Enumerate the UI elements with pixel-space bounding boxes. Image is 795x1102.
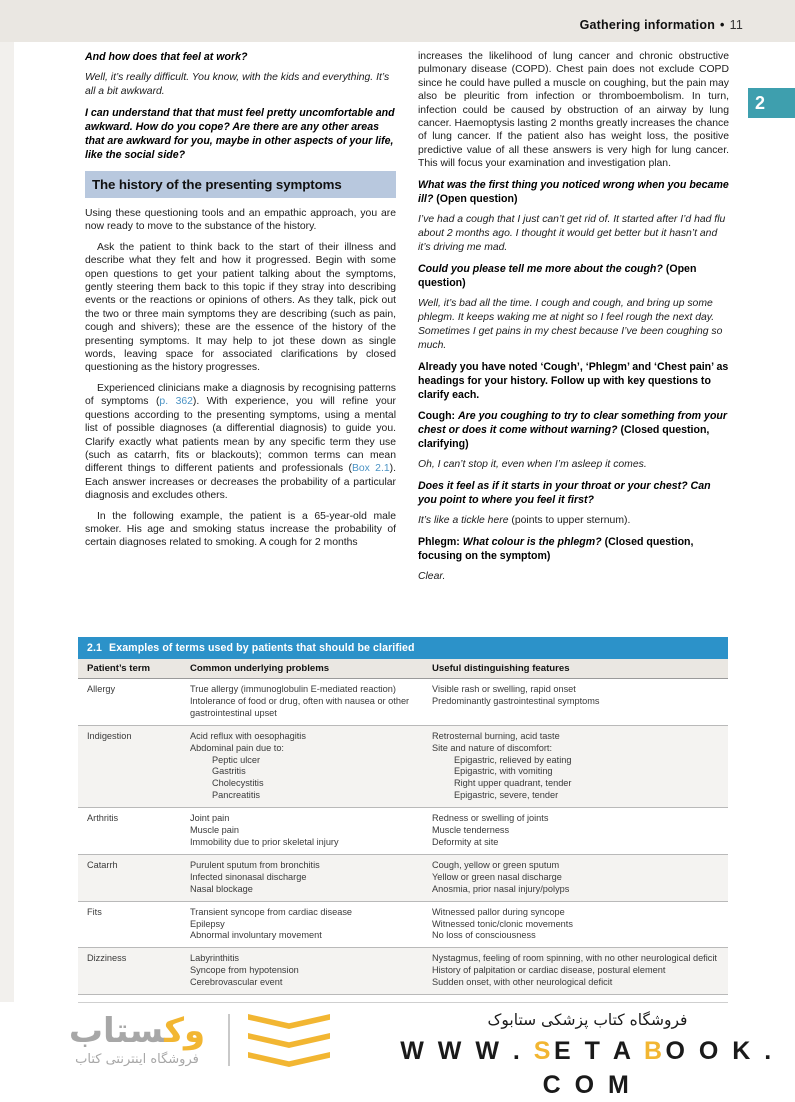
table-row <box>78 901 728 948</box>
symptom-label-phlegm: Phlegm: <box>418 535 463 548</box>
box-title-bar <box>78 637 728 659</box>
cell-line: Acid reflux with oesophagitis <box>190 730 306 741</box>
cell-common-problems <box>181 948 423 995</box>
cell-distinguishing-features <box>423 808 728 855</box>
column-header-patient-term: Patient’s term <box>78 659 181 679</box>
cell-distinguishing-features <box>423 725 728 807</box>
chevron-middle <box>248 1033 330 1048</box>
cell-line: Epilepsy <box>190 918 225 929</box>
column-header-common-problems: Common underlying problems <box>181 659 423 679</box>
question-italic-text: What was the first thing you noticed wrong when you became ill? <box>418 178 729 205</box>
dialogue-question: And how does that feel at work? <box>85 51 248 63</box>
cell-line: True allergy (immunoglobulin E-mediated reaction) <box>190 684 396 694</box>
logo-subtitle: فروشگاه اینترنتی کتاب <box>75 1052 199 1067</box>
table-row <box>78 679 728 726</box>
dialogue-question <box>418 178 729 206</box>
cell-common-problems <box>181 901 423 948</box>
column-header-distinguishing-features: Useful distinguishing features <box>423 659 728 679</box>
table-row <box>78 725 728 807</box>
box-2-1-container <box>78 637 728 1003</box>
dialogue-answer: Well, it’s really difficult. You know, with the kids and everything. It’s all a bit awkward. <box>85 72 390 97</box>
cell-line: Site and nature of discomfort: <box>432 742 553 753</box>
running-head <box>580 18 743 32</box>
cell-sub-item: Pancreatitis <box>212 790 261 801</box>
dialogue-answer <box>418 514 729 528</box>
cell-line: Sudden onset, with other neurological deficit <box>432 977 613 988</box>
paragraph-text-part: ). With experience, you will refine your questions according to the presenting symptoms, using a mental list of possible diagnoses (a differential diagnosis) to guide you. Clarify exactly what patients mean by any specific term they use (such as catarrh, fits or blackouts); common terms can mean different things to different patients and professionals ( <box>85 396 396 475</box>
chapter-thumb-tab <box>748 88 795 118</box>
right-text-column <box>418 50 729 584</box>
question-italic-text: What colour is the phlegm? <box>462 535 602 548</box>
box-title-text: Examples of terms used by patients that should be clarified <box>109 642 415 654</box>
answer-italic-text: Clear. <box>418 570 446 582</box>
dialogue-question: I can understand that that must feel pretty uncomfortable and awkward. How do you cope? Are there are any other areas that are awkward for you, maybe in other aspects of your life, like the social side? <box>85 107 395 161</box>
symptom-label-cough: Cough: <box>418 409 459 422</box>
cell-line: Labyrinthitis <box>190 953 240 964</box>
cell-common-problems <box>181 808 423 855</box>
cell-line: Cough, yellow or green sputum <box>432 859 560 870</box>
cell-patient-term: Fits <box>78 901 181 948</box>
cell-patient-term: Allergy <box>78 679 181 726</box>
left-text-column <box>85 50 396 550</box>
cell-sub-item: Gastritis <box>212 766 246 777</box>
clarification-terms-table <box>78 659 728 995</box>
chapter-number: 2 <box>755 93 766 113</box>
answer-italic-text: I’ve had a cough that I just can’t get rid of. It started after I’d had flu about 2 months ago. I thought it would get better but it hasn’t and it’s driving me mad. <box>418 213 726 253</box>
cell-line: Deformity at site <box>432 836 499 847</box>
page-number: 11 <box>729 18 743 32</box>
question-type-note: (Closed question, clarifying) <box>418 423 710 450</box>
cell-line: History of palpitation or cardiac disease, postural element <box>432 965 666 976</box>
url-part-2: E T A <box>553 1037 644 1065</box>
question-type-note: (Open question) <box>433 192 518 205</box>
chevron-top <box>248 1014 330 1029</box>
cell-line: Abnormal involuntary movement <box>190 930 322 941</box>
url-letter-s: S <box>533 1037 554 1065</box>
running-head-separator: • <box>720 18 725 32</box>
dialogue-answer <box>418 297 729 353</box>
cell-patient-term: Arthritis <box>78 808 181 855</box>
question-type-note: (Open question) <box>418 262 697 289</box>
answer-stage-direction: (points to upper sternum). <box>508 514 631 526</box>
answer-italic-text: Oh, I can’t stop it, even when I’m asleep it comes. <box>418 458 647 470</box>
cell-distinguishing-features <box>423 854 728 901</box>
url-part-1: W W W . <box>400 1037 534 1065</box>
cell-line: Predominantly gastrointestinal symptoms <box>432 695 600 706</box>
cell-line: Yellow or green nasal discharge <box>432 871 562 882</box>
cell-line: Joint pain <box>190 813 230 824</box>
body-paragraph-continuation: increases the likelihood of lung cancer and chronic obstructive pulmonary disease (COPD). Chest pain does not exclude COPD since he could have pulled a muscle on coughing, but the pain may also be pleuritic from infection or thromboembolism. In turn, infection could be caused by obstruction of an airway by lung cancer. Haemoptysis lasting 2 months greatly increases the chance of lung cancer. If the patient also has weight loss, the positive predictive value of all these answers is very high for lung cancer. This will focus your examination and investigation plan. <box>418 51 729 170</box>
body-paragraph: Ask the patient to think back to the start of their illness and describe what they felt and how it progressed. Begin with some open questions to get your patient talking about the symptoms, gently steering them back to this topic if they stray into describing events or the reactions or opinions of others. As they talk, pick out the two or three main symptoms they are describing (such as pain, cough and shivers); these are the essence of the history of the presenting symptoms. It may help to jot these down as single words, leaving space for associated clarifications by closed questioning as the history progresses. <box>85 241 396 374</box>
footer-watermark <box>0 1002 795 1099</box>
cell-sub-item: Right upper quadrant, tender <box>454 778 572 789</box>
page-left-margin-band <box>0 42 14 1002</box>
chevron-icon <box>248 1014 330 1066</box>
question-type-note: (Closed question, focusing on the symptom) <box>418 535 694 562</box>
cell-sub-item: Peptic ulcer <box>212 754 261 765</box>
cell-sub-item: Epigastric, severe, tender <box>454 790 559 801</box>
cell-common-problems <box>181 725 423 807</box>
dialogue-answer <box>418 458 729 472</box>
table-header-row <box>78 659 728 679</box>
cell-line: Infected sinonasal discharge <box>190 871 307 882</box>
url-part-3: O O K . C O M <box>542 1037 775 1099</box>
section-heading: The history of the presenting symptoms <box>85 171 396 198</box>
cell-patient-term: Catarrh <box>78 854 181 901</box>
question-italic-text: Are you coughing to try to clear something from your chest or does it come without warning? <box>418 409 728 436</box>
cell-line: Nasal blockage <box>190 883 253 894</box>
cell-line: Anosmia, prior nasal injury/polyps <box>432 883 570 894</box>
cell-distinguishing-features <box>423 679 728 726</box>
cell-line: Nystagmus, feeling of room spinning, with no other neurological deficit <box>432 953 717 964</box>
cell-patient-term: Dizziness <box>78 948 181 995</box>
cell-sub-item: Epigastric, relieved by eating <box>454 754 572 765</box>
cell-line: Retrosternal burning, acid taste <box>432 730 560 741</box>
footer-tagline: فروشگاه کتاب پزشکی ستابوک <box>487 1011 688 1029</box>
cell-patient-term: Indigestion <box>78 725 181 807</box>
logo-wordmark <box>52 1010 222 1052</box>
cell-line: Cerebrovascular event <box>190 977 283 988</box>
logo-wordmark-gold: وک <box>164 1011 206 1051</box>
body-paragraph-with-xrefs <box>85 382 396 503</box>
paragraph-text-part: ). Each answer increases or decreases the probability of a particular diagnosis and excludes others. <box>85 463 396 502</box>
dialogue-question-cough <box>418 409 729 451</box>
cell-line: Abdominal pain due to: <box>190 742 284 753</box>
footer-url[interactable] <box>395 1034 780 1102</box>
cell-distinguishing-features <box>423 948 728 995</box>
dialogue-question <box>418 262 729 290</box>
cell-line: Witnessed pallor during syncope <box>432 906 565 917</box>
box-number: 2.1 <box>87 642 103 654</box>
cell-line: No loss of consciousness <box>432 930 536 941</box>
body-paragraph: In the following example, the patient is a 65-year-old male smoker. His age and smoking status increase the probability of certain diagnoses related to smoking. A cough for 2 months <box>85 510 396 549</box>
dialogue-question-phlegm <box>418 535 729 563</box>
cell-line: Transient syncope from cardiac disease <box>190 906 353 917</box>
cell-sub-item: Cholecystitis <box>212 778 264 789</box>
answer-italic-text: It’s like a tickle here <box>418 514 509 526</box>
question-italic-text: Could you please tell me more about the cough? <box>418 262 663 275</box>
table-row <box>78 808 728 855</box>
cell-line: Syncope from hypotension <box>190 965 299 976</box>
cross-reference-link-page[interactable]: p. 362 <box>159 396 193 408</box>
chevron-bottom <box>248 1052 330 1067</box>
cell-line: Muscle pain <box>190 825 240 836</box>
cell-line: Immobility due to prior skeletal injury <box>190 836 339 847</box>
cell-sub-item: Epigastric, with vomiting <box>454 766 553 777</box>
running-head-title: Gathering information <box>579 18 716 32</box>
table-row <box>78 948 728 995</box>
instructional-note: Already you have noted ‘Cough’, ‘Phlegm’ and ‘Chest pain’ as headings for your history. Follow up with key questions to clarify each. <box>418 360 729 401</box>
dialogue-answer <box>418 570 729 584</box>
cell-line: Intolerance of food or drug, often with nausea or other gastrointestinal upset <box>190 695 410 718</box>
table-body <box>78 679 728 995</box>
cell-line: Redness or swelling of joints <box>432 813 549 824</box>
setabook-logo <box>52 1008 222 1072</box>
logo-divider <box>228 1014 230 1066</box>
cell-line: Witnessed tonic/clonic movements <box>432 918 573 929</box>
cell-line: Purulent sputum from bronchitis <box>190 859 320 870</box>
cell-common-problems <box>181 854 423 901</box>
cell-distinguishing-features <box>423 901 728 948</box>
paragraph-text-part: Experienced clinicians make a diagnosis by recognising patterns of symptoms ( <box>85 382 396 408</box>
logo-wordmark-gray: ستاب <box>68 1011 165 1051</box>
cross-reference-link-box[interactable]: Box 2.1 <box>351 463 390 475</box>
cell-line: Muscle tenderness <box>432 825 510 836</box>
cell-line: Visible rash or swelling, rapid onset <box>432 684 576 694</box>
question-italic-text: Does it feel as if it starts in your throat or your chest? Can you point to where you feel it first? <box>418 479 711 506</box>
cell-common-problems <box>181 679 423 726</box>
table-row <box>78 854 728 901</box>
footer-text-block <box>395 1006 780 1102</box>
answer-italic-text: Well, it’s bad all the time. I cough and cough, and bring up some phlegm. It keeps waking me at night so I feel rough the next day. Sometimes I get pains in my chest because I’ve been coughing so much. <box>418 297 723 351</box>
url-letter-b: B <box>643 1037 666 1065</box>
dialogue-answer <box>418 213 729 255</box>
body-paragraph: Using these questioning tools and an empathic approach, you are now ready to move to the substance of the history. <box>85 208 396 233</box>
dialogue-question <box>418 479 729 507</box>
